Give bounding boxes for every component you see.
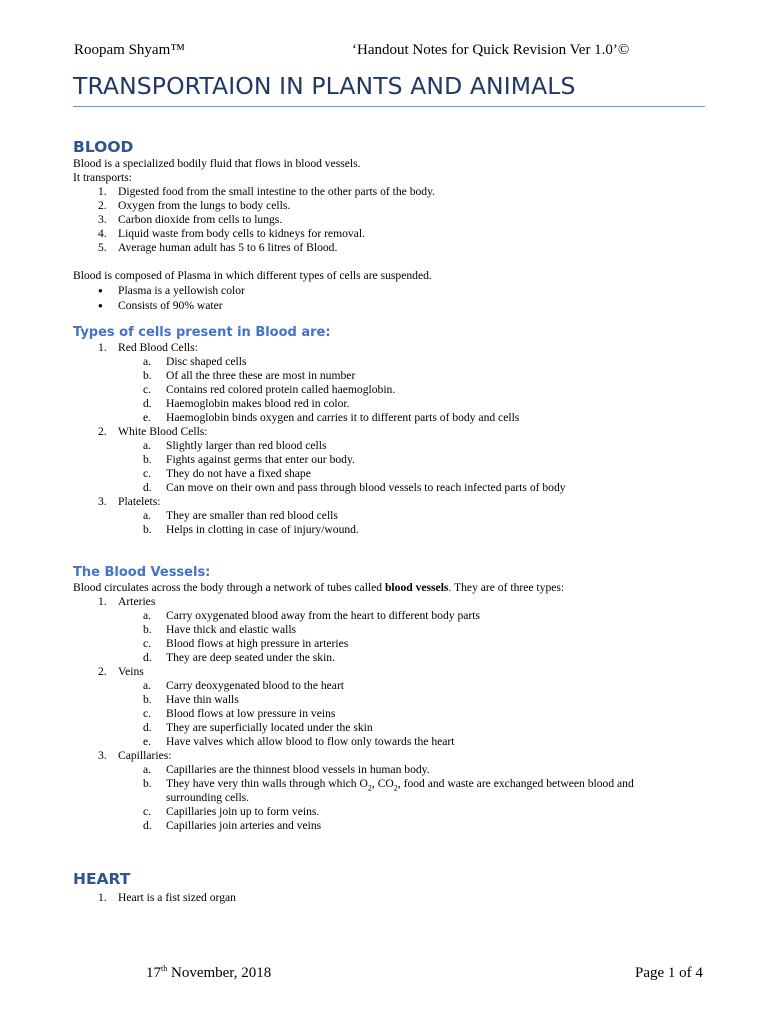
sub-item-text: Haemoglobin makes blood red in color. xyxy=(166,397,350,410)
bullet-item xyxy=(73,284,713,298)
sub-item xyxy=(73,397,713,411)
list-item xyxy=(73,241,713,255)
list-marker: 1. xyxy=(98,185,107,198)
sub-item xyxy=(73,453,713,467)
footer-date xyxy=(146,965,271,982)
sub-item xyxy=(73,523,713,537)
sub-item-text: Carry oxygenated blood away from the heart to different body parts xyxy=(166,609,481,622)
cell-types-list xyxy=(73,341,713,537)
vessel-types-list xyxy=(73,595,713,833)
sub-marker: c. xyxy=(143,637,152,650)
sub-item xyxy=(73,411,713,425)
list-marker: 2. xyxy=(98,665,107,678)
sub-marker: b. xyxy=(143,623,152,636)
list-item-text: Average human adult has 5 to 6 litres of Blood. xyxy=(118,241,338,254)
list-marker: 2. xyxy=(98,425,107,438)
sub-item-text: They are smaller than red blood cells xyxy=(166,509,338,522)
bullet-item xyxy=(73,299,713,313)
sub-marker: b. xyxy=(143,693,152,706)
sub-item-text: Capillaries join arteries and veins xyxy=(166,819,322,832)
sub-item-text: Have valves which allow blood to flow only towards the heart xyxy=(166,735,455,748)
text-run: , food and waste are exchanged between blood and surrounding cells. xyxy=(166,777,634,804)
sub-item xyxy=(73,509,713,523)
sub-marker: e. xyxy=(143,411,152,424)
sub-item-text: Of all the three these are most in number xyxy=(166,369,356,382)
list-marker: 1. xyxy=(98,595,107,608)
sub-item xyxy=(73,777,691,805)
list-item-text: Carbon dioxide from cells to lungs. xyxy=(118,213,283,226)
page-content xyxy=(73,137,713,905)
blood-transports-label: It transports: xyxy=(73,171,132,184)
sub-marker: b. xyxy=(143,453,152,466)
sub-item xyxy=(73,721,713,735)
list-item xyxy=(73,185,713,199)
sub-item-text: Capillaries are the thinnest blood vessels in human body. xyxy=(166,763,430,776)
sub-item xyxy=(73,805,713,819)
vessels-intro-bold: blood vessels xyxy=(384,581,449,594)
blood-transports-list xyxy=(73,185,713,255)
list-item-text: Platelets: xyxy=(118,495,161,508)
sub-marker: d. xyxy=(143,397,152,410)
list-marker: 3. xyxy=(98,749,107,762)
sub-marker: c. xyxy=(143,467,152,480)
list-marker: 4. xyxy=(98,227,107,240)
sub-item xyxy=(73,439,713,453)
bullet-icon: ● xyxy=(98,286,103,295)
title-underline xyxy=(73,106,705,107)
list-item xyxy=(73,425,713,439)
sub-item-text: Can move on their own and pass through blood vessels to reach infected parts of body xyxy=(166,481,566,494)
list-item xyxy=(73,213,713,227)
vessels-intro-tail: . They are of three types: xyxy=(448,581,565,594)
sub-marker: a. xyxy=(143,763,152,776)
blood-intro: Blood is a specialized bodily fluid that flows in blood vessels. xyxy=(73,157,361,170)
vessels-intro xyxy=(73,581,713,595)
footer-date-rest: November, 2018 xyxy=(167,965,272,981)
sub-marker: e. xyxy=(143,735,152,748)
list-marker: 3. xyxy=(98,495,107,508)
list-item-text: White Blood Cells: xyxy=(118,425,208,438)
sub-item xyxy=(73,707,713,721)
sub-item-text: Carry deoxygenated blood to the heart xyxy=(166,679,345,692)
list-item-text: Red Blood Cells: xyxy=(118,341,198,354)
sub-marker: a. xyxy=(143,439,152,452)
footer-page-number: Page 1 of 4 xyxy=(635,965,703,981)
bullet-text: Plasma is a yellowish color xyxy=(118,284,245,297)
sub-marker: a. xyxy=(143,679,152,692)
sub-item xyxy=(73,819,713,833)
section-heading-blood: BLOOD xyxy=(73,138,134,156)
sub-item-text: Have thin walls xyxy=(166,693,239,706)
sub-item xyxy=(73,693,713,707)
sub-item xyxy=(73,467,713,481)
sub-item xyxy=(73,679,713,693)
sub-item-text: They do not have a fixed shape xyxy=(166,467,311,480)
sub-marker: b. xyxy=(143,523,152,536)
section-heading-heart: HEART xyxy=(73,870,131,888)
document-title: TRANSPORTAION IN PLANTS AND ANIMALS xyxy=(73,72,576,100)
sub-item xyxy=(73,637,713,651)
list-item-text: Oxygen from the lungs to body cells. xyxy=(118,199,291,212)
sub-marker: b. xyxy=(143,369,152,382)
sub-marker: b. xyxy=(143,777,152,790)
sub-item xyxy=(73,735,713,749)
sub-item-text: Capillaries join up to form veins. xyxy=(166,805,320,818)
blood-composition: Blood is composed of Plasma in which different types of cells are suspended. xyxy=(73,269,432,282)
sub-item-text: Have thick and elastic walls xyxy=(166,623,297,636)
sub-item xyxy=(73,609,713,623)
sub-marker: c. xyxy=(143,707,152,720)
list-item xyxy=(73,341,713,355)
section-heading-blood-vessels: The Blood Vessels: xyxy=(73,565,211,580)
sub-marker: d. xyxy=(143,651,152,664)
sub-marker: a. xyxy=(143,509,152,522)
list-item-text: Veins xyxy=(118,665,144,678)
sub-item xyxy=(73,355,713,369)
sub-item-text: Blood flows at low pressure in veins xyxy=(166,707,336,720)
section-heading-cell-types: Types of cells present in Blood are: xyxy=(73,325,331,340)
list-item-text: Capillaries: xyxy=(118,749,172,762)
list-item xyxy=(73,227,713,241)
sub-item-text: Helps in clotting in case of injury/wound. xyxy=(166,523,359,536)
sub-item-text xyxy=(166,777,634,804)
sub-item xyxy=(73,623,713,637)
sub-item-text: Slightly larger than red blood cells xyxy=(166,439,327,452)
sub-item-text: They are superficially located under the skin xyxy=(166,721,373,734)
list-item xyxy=(73,891,713,905)
sub-item xyxy=(73,383,713,397)
sub-item-text: They are deep seated under the skin. xyxy=(166,651,336,664)
sub-item xyxy=(73,481,713,495)
sub-item xyxy=(73,369,713,383)
bullet-text: Consists of 90% water xyxy=(118,299,223,312)
footer-date-suffix: th xyxy=(161,964,168,973)
list-item-text: Liquid waste from body cells to kidneys for removal. xyxy=(118,227,365,240)
list-marker: 1. xyxy=(98,341,107,354)
sub-item xyxy=(73,763,713,777)
list-item xyxy=(73,665,713,679)
vessels-intro-text: Blood circulates across the body through a network of tubes called xyxy=(73,581,385,594)
list-marker: 2. xyxy=(98,199,107,212)
subscript: 2 xyxy=(393,783,398,793)
sub-item-text: Blood flows at high pressure in arteries xyxy=(166,637,349,650)
sub-item xyxy=(73,651,713,665)
text-run: They have very thin walls through which O xyxy=(166,777,368,790)
sub-marker: c. xyxy=(143,383,152,396)
bullet-icon: ● xyxy=(98,301,103,310)
list-marker: 1. xyxy=(98,891,107,904)
list-marker: 3. xyxy=(98,213,107,226)
list-item-text: Heart is a fist sized organ xyxy=(118,891,236,904)
sub-marker: d. xyxy=(143,481,152,494)
list-item xyxy=(73,495,713,509)
sub-marker: a. xyxy=(143,355,152,368)
list-item-text: Digested food from the small intestine to the other parts of the body. xyxy=(118,185,436,198)
sub-item-text: Disc shaped cells xyxy=(166,355,247,368)
header-author: Roopam Shyam™ xyxy=(74,42,185,58)
sub-item-text: Fights against germs that enter our body. xyxy=(166,453,355,466)
sub-item-text: Contains red colored protein called haemoglobin. xyxy=(166,383,396,396)
sub-marker: c. xyxy=(143,805,152,818)
subscript: 2 xyxy=(367,783,372,793)
list-item-text: Arteries xyxy=(118,595,156,608)
text-run: , CO xyxy=(371,777,394,790)
sub-marker: d. xyxy=(143,721,152,734)
list-item xyxy=(73,199,713,213)
header-doc-label: ‘Handout Notes for Quick Revision Ver 1.0’© xyxy=(352,42,630,58)
footer-date-day: 17 xyxy=(146,965,161,981)
sub-marker: a. xyxy=(143,609,152,622)
list-item xyxy=(73,595,713,609)
sub-marker: d. xyxy=(143,819,152,832)
list-item xyxy=(73,749,713,763)
sub-item-text: Haemoglobin binds oxygen and carries it to different parts of body and cells xyxy=(166,411,520,424)
list-marker: 5. xyxy=(98,241,107,254)
